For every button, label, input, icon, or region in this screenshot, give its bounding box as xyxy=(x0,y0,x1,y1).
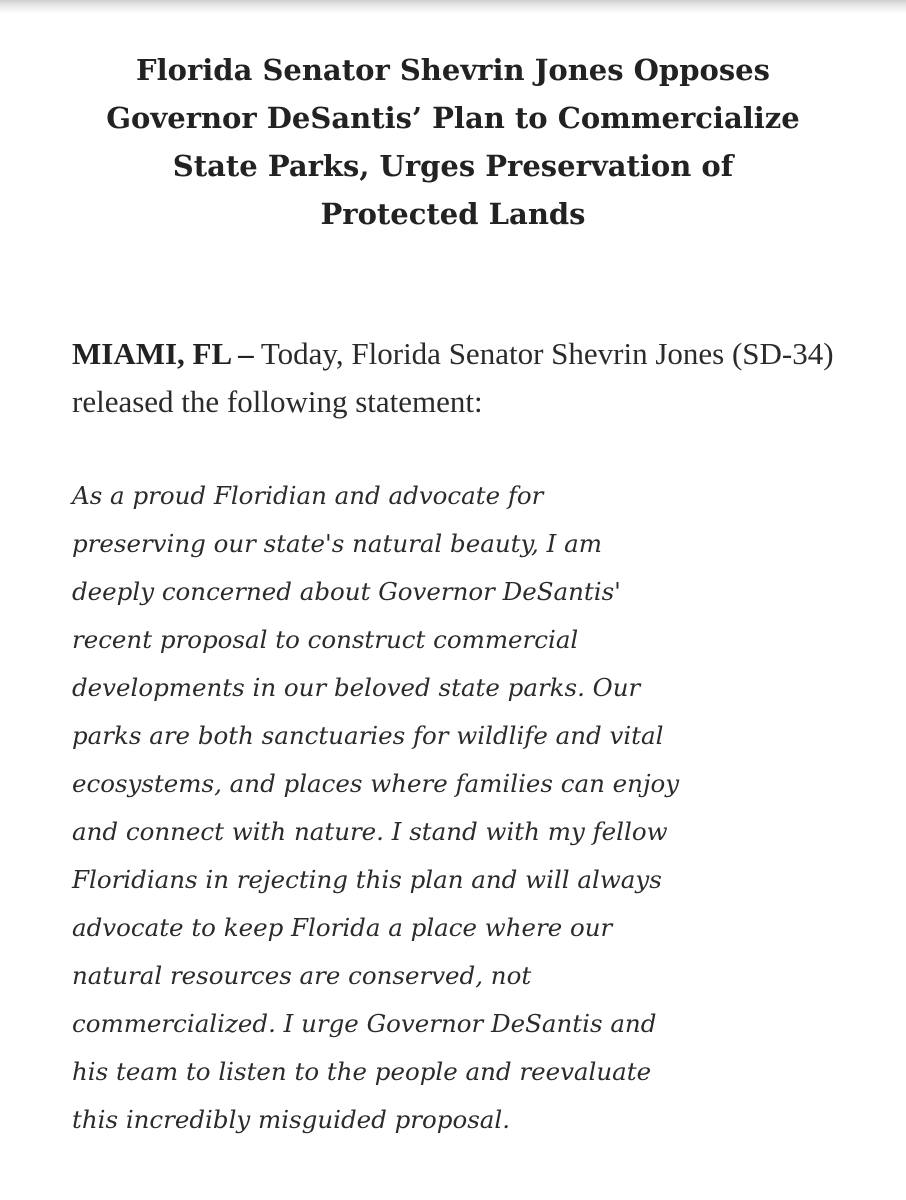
statement-line: natural resources are conserved, not xyxy=(72,961,532,990)
statement-line: this incredibly misguided proposal. xyxy=(72,1105,511,1134)
statement-line: advocate to keep Florida a place where our xyxy=(72,913,613,942)
statement-line: and connect with nature. I stand with my fellow xyxy=(72,817,668,846)
headline-line: Protected Lands xyxy=(320,197,586,231)
statement-line: ecosystems, and places where families can enjoy xyxy=(72,769,680,798)
statement-line: Floridians in rejecting this plan and will always xyxy=(72,865,662,894)
headline-line: Governor DeSantis’ Plan to Commercialize xyxy=(106,101,800,135)
statement-line: his team to listen to the people and reevaluate xyxy=(72,1057,652,1086)
screenshot-top-edge xyxy=(0,0,906,14)
dateline: MIAMI, FL – xyxy=(72,336,254,371)
statement-line: parks are both sanctuaries for wildlife and vital xyxy=(72,721,664,750)
headline-line: State Parks, Urges Preservation of xyxy=(172,149,734,183)
statement-line: developments in our beloved state parks. Our xyxy=(72,673,641,702)
intro-text: Today, Florida Senator Shevrin Jones (SD-34) released the following statement: xyxy=(72,336,834,419)
statement-line: preserving our state's natural beauty, I am xyxy=(72,529,602,558)
statement-line: As a proud Floridian and advocate for xyxy=(72,481,544,510)
statement-line: recent proposal to construct commercial xyxy=(72,625,579,654)
press-release-headline xyxy=(60,46,846,238)
statement-quote xyxy=(72,472,852,1144)
headline-line: Florida Senator Shevrin Jones Opposes xyxy=(136,53,770,87)
statement-line: commercialized. I urge Governor DeSantis and xyxy=(72,1009,657,1038)
statement-line: deeply concerned about Governor DeSantis' xyxy=(72,577,621,606)
intro-paragraph xyxy=(72,330,852,426)
